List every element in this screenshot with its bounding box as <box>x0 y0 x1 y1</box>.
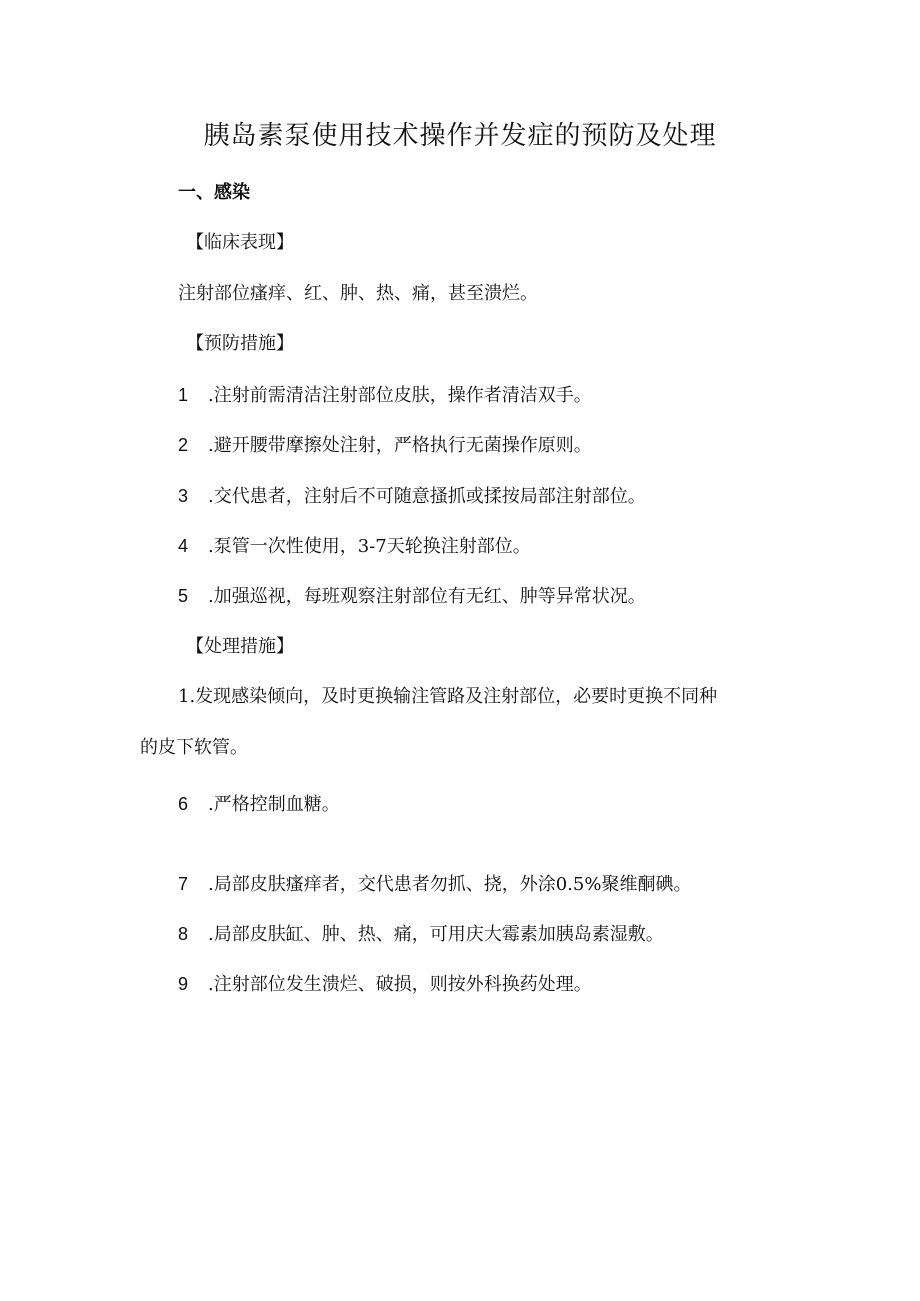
list-item <box>178 970 592 999</box>
prevention-label: 【预防措施】 <box>186 333 294 354</box>
list-item <box>178 920 664 949</box>
list-item <box>178 482 646 511</box>
list-item <box>178 431 592 460</box>
item-number: 7 <box>178 874 189 894</box>
item-text: .局部皮肤瘙痒者，交代患者勿抓、挠，外涂0.5%聚维酮碘。 <box>208 874 692 895</box>
item-number: 4 <box>178 536 189 556</box>
item-number: 1 <box>178 385 189 405</box>
item-text: .交代患者，注射后不可随意搔抓或揉按局部注射部位。 <box>208 486 646 507</box>
item-text: .注射部位发生溃烂、破损，则按外科换药处理。 <box>208 974 592 995</box>
item-text: .局部皮肤缸、肿、热、痛，可用庆大霉素加胰岛素湿敷。 <box>208 924 664 945</box>
item-number: 8 <box>178 924 189 944</box>
list-item <box>178 790 340 819</box>
section-heading-infection: 一、感染 <box>178 182 250 203</box>
clinical-label: 【临床表现】 <box>186 232 294 253</box>
list-item <box>178 532 531 561</box>
item-text: .泵管一次性使用，3-7天轮换注射部位。 <box>208 536 531 557</box>
item-number: 5 <box>178 586 189 606</box>
item-text: .注射前需清洁注射部位皮肤，操作者清洁双手。 <box>208 385 592 406</box>
item-number: 9 <box>178 974 189 994</box>
document-title: 胰岛素泵使用技术操作并发症的预防及处理 <box>203 121 717 151</box>
item-text: .加强巡视，每班观察注射部位有无红、肿等异常状况。 <box>208 586 646 607</box>
treatment-label: 【处理措施】 <box>186 636 294 657</box>
clinical-text: 注射部位瘙痒、红、肿、热、痛，甚至溃烂。 <box>178 283 538 304</box>
item-number: 6 <box>178 794 189 814</box>
item-number: 2 <box>178 435 189 455</box>
item-number: 3 <box>178 486 189 506</box>
list-item <box>178 582 646 611</box>
item-text: .严格控制血糖。 <box>208 794 340 815</box>
list-item <box>178 870 691 899</box>
list-item <box>178 381 592 410</box>
treatment-item-1-line1: 1.发现感染倾向，及时更换输注管路及注射部位，必要时更换不同种 <box>178 686 718 707</box>
treatment-item-1-line2: 的皮下软管。 <box>140 737 248 758</box>
item-text: .避开腰带摩擦处注射，严格执行无菌操作原则。 <box>208 435 592 456</box>
